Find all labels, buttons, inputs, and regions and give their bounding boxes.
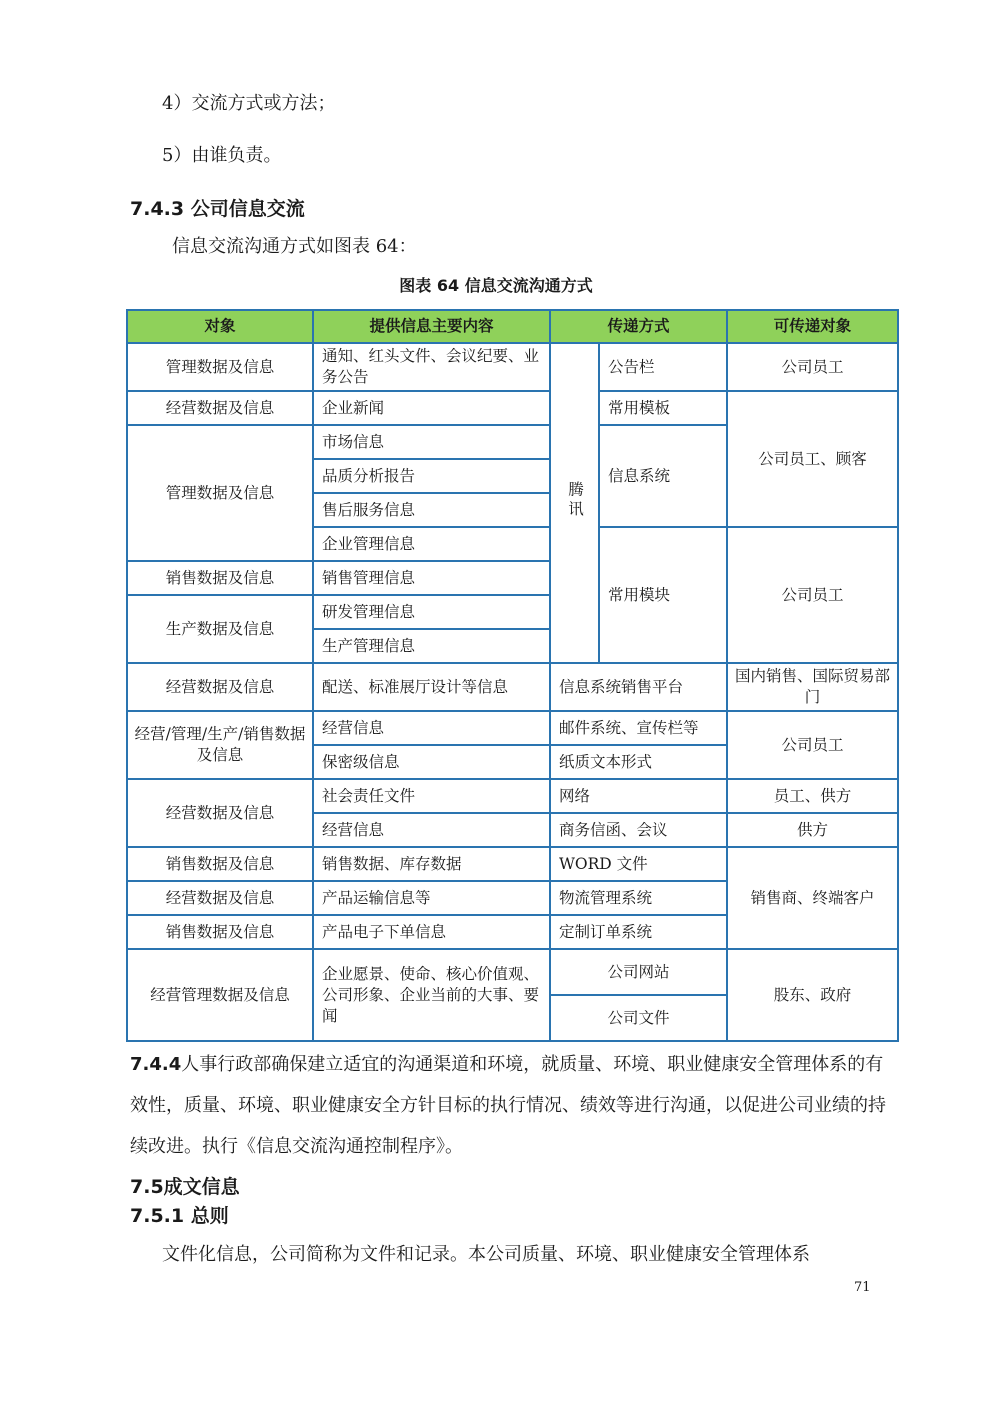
header-target: 可传递对象 <box>727 310 898 343</box>
cell-tencent <box>550 343 599 663</box>
tencent-label: 腾讯 <box>566 480 584 520</box>
cell-target: 公司员工 <box>727 343 898 391</box>
cell-method: 商务信函、会议 <box>550 813 727 847</box>
info-exchange-table <box>126 309 899 1042</box>
cell-method: 信息系统 <box>599 425 727 527</box>
cell-content: 产品电子下单信息 <box>313 915 550 949</box>
cell-content: 生产管理信息 <box>313 629 550 663</box>
cell-content: 通知、红头文件、会议纪要、业务公告 <box>313 343 550 391</box>
cell-content: 市场信息 <box>313 425 550 459</box>
cell-object: 经营数据及信息 <box>127 779 313 847</box>
table-row <box>127 663 898 711</box>
cell-content: 经营信息 <box>313 711 550 745</box>
cell-content: 售后服务信息 <box>313 493 550 527</box>
section-heading-7-5-1: 7.5.1 总则 <box>130 1205 229 1227</box>
cell-method: 邮件系统、宣传栏等 <box>550 711 727 745</box>
cell-object: 经营数据及信息 <box>127 663 313 711</box>
table-row <box>127 779 898 813</box>
cell-content: 销售管理信息 <box>313 561 550 595</box>
table-row <box>127 847 898 881</box>
section-7-4-4-label: 7.4.4 <box>130 1054 182 1075</box>
header-object: 对象 <box>127 310 313 343</box>
cell-target: 国内销售、国际贸易部门 <box>727 663 898 711</box>
cell-method: 公告栏 <box>599 343 727 391</box>
cell-object: 经营数据及信息 <box>127 881 313 915</box>
cell-object: 经营数据及信息 <box>127 391 313 425</box>
cell-target: 公司员工 <box>727 711 898 779</box>
table-caption: 图表 64 信息交流沟通方式 <box>399 276 593 295</box>
cell-method: 信息系统销售平台 <box>550 663 727 711</box>
cell-content: 产品运输信息等 <box>313 881 550 915</box>
cell-content: 品质分析报告 <box>313 459 550 493</box>
cell-target: 股东、政府 <box>727 949 898 1041</box>
cell-object: 经营/管理/生产/销售数据及信息 <box>127 711 313 779</box>
cell-target: 销售商、终端客户 <box>727 847 898 949</box>
table-row <box>127 343 898 391</box>
intro-paragraph: 信息交流沟通方式如图表 64： <box>172 236 417 257</box>
cell-method: 常用模板 <box>599 391 727 425</box>
cell-content: 社会责任文件 <box>313 779 550 813</box>
cell-content: 企业管理信息 <box>313 527 550 561</box>
cell-target: 员工、供方 <box>727 779 898 813</box>
cell-object: 管理数据及信息 <box>127 343 313 391</box>
section-7-4-4 <box>130 1044 890 1167</box>
cell-target: 公司员工 <box>727 527 898 663</box>
cell-target: 供方 <box>727 813 898 847</box>
cell-method: 物流管理系统 <box>550 881 727 915</box>
section-heading-7-5: 7.5成文信息 <box>130 1176 240 1198</box>
section-heading-7-4-3: 7.4.3 公司信息交流 <box>130 198 305 220</box>
cell-content: 企业愿景、使命、核心价值观、公司形象、企业当前的大事、要闻 <box>313 949 550 1041</box>
cell-content: 研发管理信息 <box>313 595 550 629</box>
cell-method: WORD 文件 <box>550 847 727 881</box>
header-content: 提供信息主要内容 <box>313 310 550 343</box>
cell-content: 企业新闻 <box>313 391 550 425</box>
cell-content: 保密级信息 <box>313 745 550 779</box>
cell-object: 销售数据及信息 <box>127 847 313 881</box>
table-row <box>127 391 898 425</box>
cell-method: 网络 <box>550 779 727 813</box>
header-method: 传递方式 <box>550 310 727 343</box>
cell-content: 销售数据、库存数据 <box>313 847 550 881</box>
cell-object: 销售数据及信息 <box>127 561 313 595</box>
cell-method: 常用模块 <box>599 527 727 663</box>
table-row <box>127 949 898 995</box>
cell-object: 管理数据及信息 <box>127 425 313 561</box>
cell-method: 定制订单系统 <box>550 915 727 949</box>
list-item-4: 4）交流方式或方法； <box>162 93 336 114</box>
list-item-5: 5）由谁负责。 <box>162 145 282 166</box>
section-7-4-4-text: 人事行政部确保建立适宜的沟通渠道和环境，就质量、环境、职业健康安全管理体系的有效性，质量、环境、职业健康安全方针目标的执行情况、绩效等进行沟通，以促进公司业绩的持续改进。执行《信息交流沟通控制程序》。 <box>130 1054 886 1157</box>
section-7-5-1-body: 文件化信息，公司简称为文件和记录。本公司质量、环境、职业健康安全管理体系 <box>162 1244 810 1265</box>
cell-object: 经营管理数据及信息 <box>127 949 313 1041</box>
cell-method: 纸质文本形式 <box>550 745 727 779</box>
cell-content: 经营信息 <box>313 813 550 847</box>
page-number: 71 <box>854 1280 871 1295</box>
cell-object: 生产数据及信息 <box>127 595 313 663</box>
cell-object: 销售数据及信息 <box>127 915 313 949</box>
cell-method: 公司网站 <box>550 949 727 995</box>
cell-method: 公司文件 <box>550 995 727 1041</box>
cell-content: 配送、标准展厅设计等信息 <box>313 663 550 711</box>
table-header-row <box>127 310 898 343</box>
cell-target: 公司员工、顾客 <box>727 391 898 527</box>
table-row <box>127 711 898 745</box>
